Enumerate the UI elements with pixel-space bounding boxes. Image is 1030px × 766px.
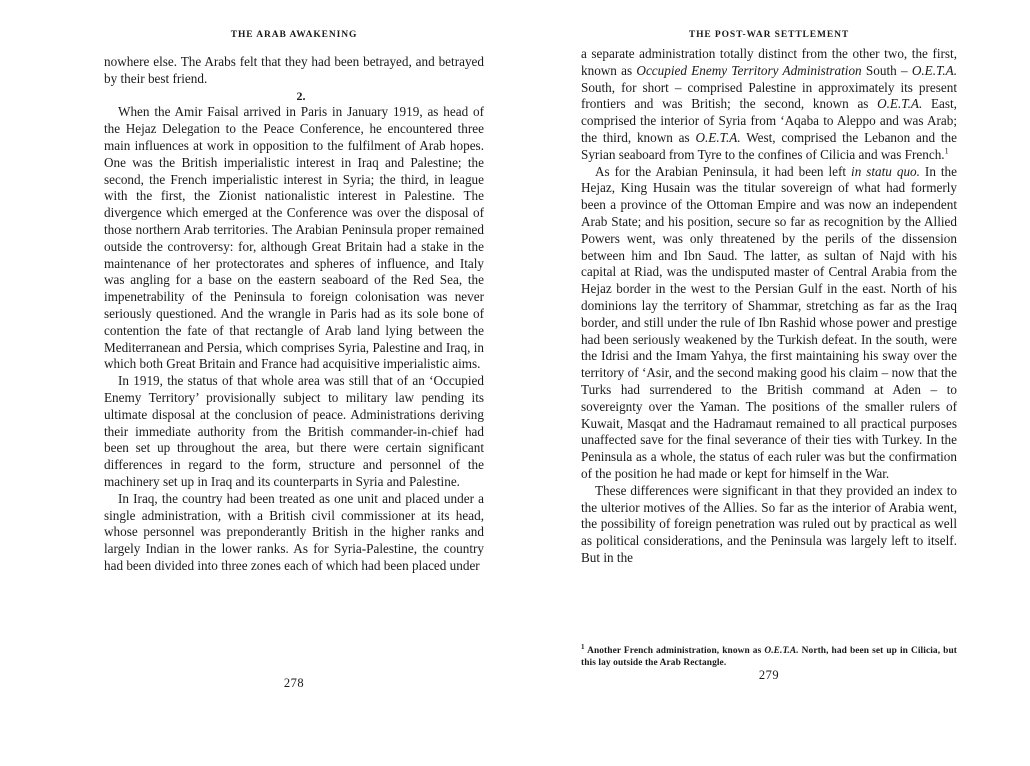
page-number: 278 — [283, 676, 305, 690]
running-head: THE ARAB AWAKENING — [230, 30, 358, 40]
footnote-mark: 1 — [581, 643, 585, 651]
paragraph: In 1919, the status of that whole area was still that of an ‘Occupied Enemy Territory’ provisionally subject to military law pending its ultimate disposal at the conclusion of peace. Administrations deriving their immediate authority from the British commander-in-chief had been set up throughout the area, but there were certain significant differences in regard to the form, structure and personnel of the machinery set up in Iraq and its counterparts in Syria and Palestine. — [104, 373, 484, 489]
text-run: In the Hejaz, King Husain was the titular sovereign of what had formerly been a province of the Ottoman Empire and was now an independent Arab State; and his position, secure so far as recognition by the Allied Powers went, was only threatened by the perils of the dissension between him and Ibn Saud. The latter, as sultan of Najd with his capital at Riad, was the undisputed master of Central Arabia from the Hejaz border in the west to the Persian Gulf in the east. North of his dominions lay the territory of Shammar, stretching as far as the Iraq border, and still under the rule of Ibn Rashid whose power and prestige had been seriously weakened by the Turkish defeat. In the south, were the Idrisi and the Imam Yahya, the first maintaining his sway over the territory of ‘Asir, and the second making good his claim – now that the Turks had surrendered to the British command at Aden – to sovereignty over the Yaman. The positions of the smaller rulers of Kuwait, Masqat and the Hadramaut remained to all practical purposes unaffected save for the final severance of their ties with Turkey. In the Peninsula as a whole, the status of each ruler was but the confirmation of the position he had made or kept for himself in the War. — [581, 163, 957, 481]
text-run: West, comprised the Lebanon and the Syrian seaboard from Tyre to the confines of Cilicia and was French. — [581, 129, 957, 162]
footnote-reference: 1 — [944, 146, 949, 156]
paragraph: When the Amir Faisal arrived in Paris in January 1919, as head of the Hejaz Delegation to the Peace Conference, he encountered three main influences at work in opposition to the fulfilment of Arab hopes. One was the British imperialistic interest in Iraq and Palestine; the second, the French imperialistic interest in Syria; the third, in league with the first, the Zionist nationalistic interest in Palestine. The divergence which emerged at the Conference was over the disposal of those northern Arab territories. The Arabian Peninsula proper remained outside the controversy: for, although Great Britain had a stake in the maintenance of her protectorates and spheres of influence, and Italy was angling for a base on the eastern seaboard of the Red Sea, the impenetrability of the Peninsula to foreign colonisation was never seriously questioned. And the wrangle in Paris had as its sole bone of contention the fate of that rectangle of Arab land lying between the Mediterranean and Persia, which comprises Syria, Palestine and Iraq, in which both Great Britain and France had acquisitive imperialistic aims. — [104, 104, 484, 372]
text-run: a separate administration totally distinct from the other two, the first, known as — [581, 46, 957, 78]
page-number: 279 — [758, 668, 780, 682]
body-text — [581, 46, 957, 567]
body-text — [104, 54, 484, 575]
text-run: East, comprised the interior of Syria from ‘Aqaba to Aleppo and was Arab; the third, known as — [581, 96, 957, 145]
paragraph — [581, 164, 957, 483]
italic-run: O.E.T.A. — [877, 96, 923, 112]
paragraph: nowhere else. The Arabs felt that they had been betrayed, and betrayed by their best friend. — [104, 54, 484, 86]
text-run: North, had been set up in Cilicia, but this lay outside the Arab Rectangle. — [581, 646, 957, 668]
footnote — [581, 642, 957, 669]
text-run: South – — [861, 62, 912, 78]
paragraph: These differences were significant in that they provided an index to the ulterior motives of the Allies. So far as the interior of Arabia went, the possibility of foreign penetration was ruled out by practical as well as political considerations, and the Peninsula was largely left to itself. But in the — [581, 482, 957, 565]
italic-run: O.E.T.A. — [911, 62, 958, 78]
text-run: South, for short – comprised Palestine in approximately its present frontiers and was British; the second, known as — [581, 79, 957, 112]
italic-run: Occupied Enemy Territory Administration — [636, 62, 862, 78]
section-number: 2. — [296, 88, 306, 103]
italic-run: O.E.T.A. — [764, 646, 799, 657]
paragraph — [581, 46, 957, 164]
text-run: As for the Arabian Peninsula, it had been left — [595, 163, 852, 179]
running-head: THE POST-WAR SETTLEMENT — [688, 30, 850, 40]
italic-run: O.E.T.A. — [695, 129, 741, 145]
paragraph: In Iraq, the country had been treated as one unit and placed under a single administration, with a British civil commissioner at its head, whose personnel was preponderantly British in the higher ranks and largely Indian in the lower ranks. As for Syria-Palestine, the country had been divided into three zones each of which had been placed under — [104, 490, 484, 573]
italic-run: in statu quo. — [851, 163, 920, 179]
text-run: Another French administration, known as — [584, 646, 765, 657]
